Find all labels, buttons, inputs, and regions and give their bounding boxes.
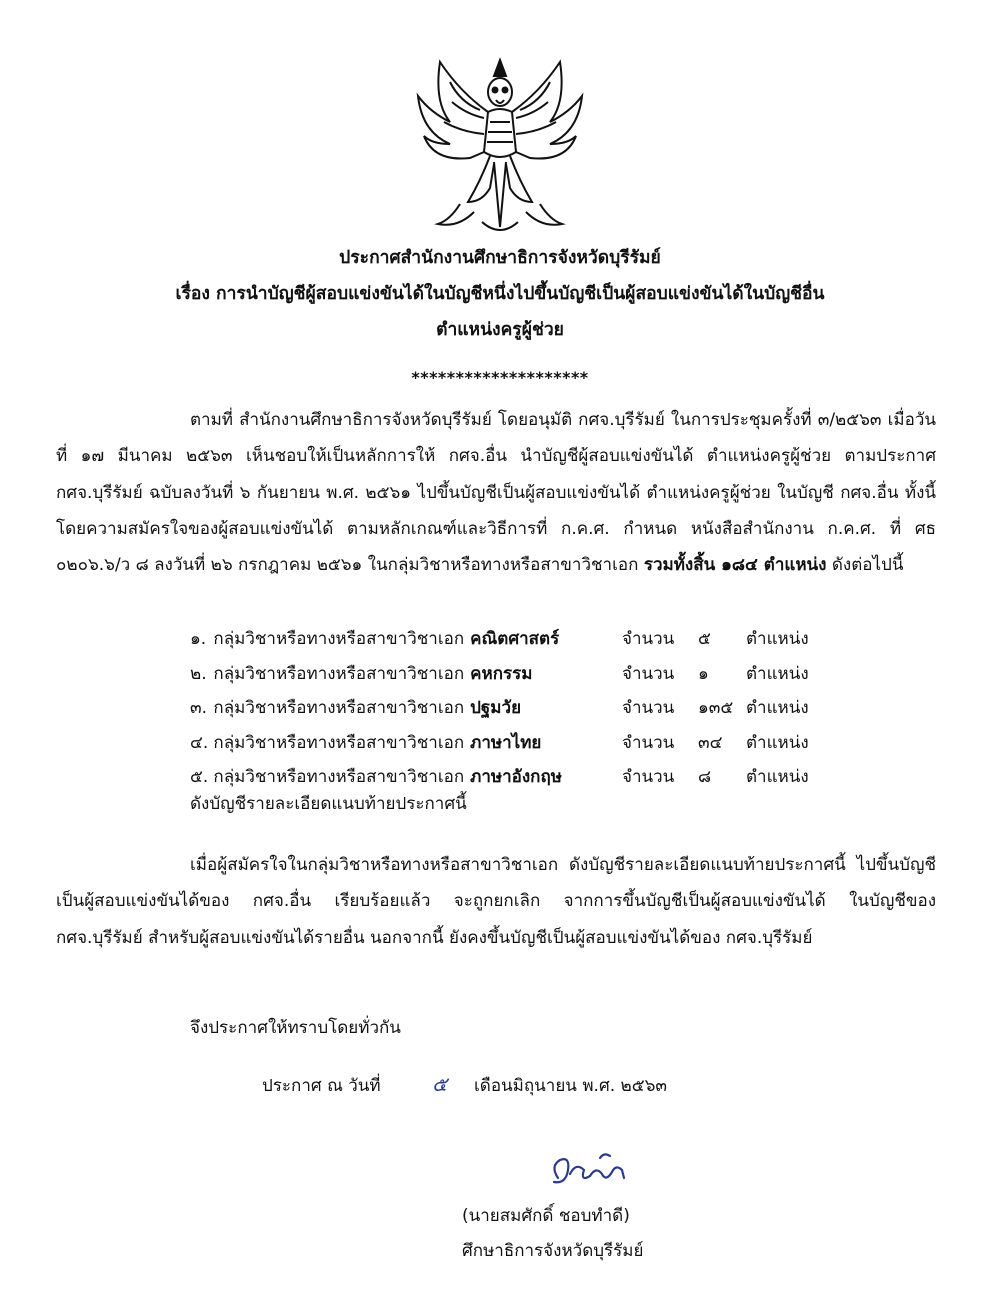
list-item-label: กลุ่มวิชาหรือทางหรือสาขาวิชาเอก — [213, 629, 465, 649]
paragraph-1-text: ตามที่ สำนักงานศึกษาธิการจังหวัดบุรีรัมย์ โดยอนุมัติ กศจ.บุรีรัมย์ ในการประชุมครั้งที่ ๓/๒๕๖๓ เมื่อวันที่ ๑๗ มีนาคม ๒๕๖๓ เห็นชอบให้เป็นหลักการให้ กศจ.อื่น นำบัญชีผู้สอบแข่งขันได้ ตำแหน่งครูผู้ช่วย ตามประกาศ กศจ.บุรีรัมย์ ฉบับลงวันที่ ๖ กันยายน พ.ศ. ๒๕๖๑ ไปขึ้นบัญชีเป็นผู้สอบแข่งขันได้ ตำแหน่งครูผู้ช่วย ในบัญชี กศจ.อื่น ทั้งนี้ โดยความสมัครใจของผู้สอบแข่งขันได้ ตามหลักเกณฑ์และวิธีการที่ ก.ค.ศ. กำหนด หนังสือสำนักงาน ก.ค.ศ. ที่ ศธ ๐๒๐๖.๖/ว ๘ ลงวันที่ ๒๖ กรกฎาคม ๒๕๖๑ ในกลุ่มวิชาหรือทางหรือสาขาวิชาเอก — [56, 410, 936, 576]
paragraph-1-total: รวมทั้งสิ้น ๑๘๔ ตำแหน่ง — [643, 555, 827, 576]
list-item-count: ๕ — [698, 629, 711, 649]
paragraph-1 — [56, 402, 936, 583]
list-item-label: กลุ่มวิชาหรือทางหรือสาขาวิชาเอก — [213, 732, 465, 753]
list-item-number: ๔. — [190, 732, 209, 753]
list-item-unit: ตำแหน่ง — [746, 663, 809, 684]
list-item-number: ๕. — [190, 767, 209, 787]
dateline — [262, 1072, 862, 1099]
list-item-unit: ตำแหน่ง — [746, 732, 809, 753]
dateline-month-year: เดือนมิถุนายน พ.ศ. ๒๕๖๓ — [474, 1076, 668, 1096]
list-item-count: ๓๔ — [698, 732, 723, 753]
list-item-subject: คหกรรม — [470, 663, 533, 684]
handwritten-signature — [540, 1148, 640, 1198]
list-item-count-label: จำนวน — [622, 698, 675, 718]
list-item-unit: ตำแหน่ง — [746, 629, 809, 649]
announcement-position: ตำแหน่งครูผู้ช่วย — [436, 320, 564, 340]
list-footer: ดังบัญชีรายละเอียดแนบท้ายประกาศนี้ — [190, 794, 467, 814]
list-item-subject: ภาษาไทย — [470, 732, 542, 753]
list-item-number: ๒. — [190, 663, 207, 684]
list-item-label: กลุ่มวิชาหรือทางหรือสาขาวิชาเอก — [213, 663, 465, 684]
list-item-number: ๑. — [190, 629, 207, 649]
paragraph-1-tail: ดังต่อไปนี้ — [831, 555, 904, 576]
list-item-label: กลุ่มวิชาหรือทางหรือสาขาวิชาเอก — [213, 767, 465, 787]
list-item — [190, 691, 890, 726]
list-item-unit: ตำแหน่ง — [746, 767, 809, 787]
signer-title: ศึกษาธิการจังหวัดบุรีรัมย์ — [462, 1241, 644, 1261]
list-item-count: ๑ — [698, 663, 709, 684]
list-item-label: กลุ่มวิชาหรือทางหรือสาขาวิชาเอก — [213, 698, 465, 718]
list-item-count-label: จำนวน — [622, 767, 675, 787]
closing-notice: จึงประกาศให้ทราบโดยทั่วกัน — [190, 1018, 401, 1038]
list-item — [190, 657, 890, 692]
signer-name: (นายสมศักดิ์ ชอบทำดี) — [462, 1206, 630, 1226]
list-item — [190, 622, 890, 657]
dateline-day: ๕ — [432, 1072, 448, 1096]
announcement-subject: เรื่อง การนำบัญชีผู้สอบแข่งขันได้ในบัญชีหนึ่งไปขึ้นบัญชีเป็นผู้สอบแข่งขันได้ในบัญชีอื่น — [175, 284, 825, 304]
announcement-title-block — [0, 240, 1000, 348]
list-item — [190, 726, 890, 761]
paragraph-2: เมื่อผู้สมัครใจในกลุ่มวิชาหรือทางหรือสาขาวิชาเอก ดังบัญชีรายละเอียดแนบท้ายประกาศนี้ ไปขึ้นบัญชีเป็นผู้สอบแข่งขันได้ของ กศจ.อื่น เรียบร้อยแล้ว จะถูกยกเลิก จากการขึ้นบัญชีเป็นผู้สอบแข่งขันได้ ในบัญชีของ กศจ.บุรีรัมย์ สำหรับผู้สอบแข่งขันได้รายอื่น นอกจากนี้ ยังคงขึ้นบัญชีเป็นผู้สอบแข่งขันได้ของ กศจ.บุรีรัมย์ — [56, 855, 936, 948]
list-item-count-label: จำนวน — [622, 732, 675, 753]
list-item-count: ๑๓๕ — [698, 698, 734, 718]
announcement-title: ประกาศสำนักงานศึกษาธิการจังหวัดบุรีรัมย์ — [339, 248, 661, 268]
list-item-subject: ปฐมวัย — [470, 698, 522, 718]
separator-stars: ******************** — [411, 368, 589, 387]
list-item-count: ๘ — [698, 767, 712, 787]
subject-list — [190, 622, 890, 795]
list-item-number: ๓. — [190, 698, 208, 718]
list-item-count-label: จำนวน — [622, 663, 675, 684]
list-item-count-label: จำนวน — [622, 629, 675, 649]
list-item-subject: ภาษาอังกฤษ — [470, 767, 562, 787]
garuda-emblem-icon — [410, 52, 590, 240]
dateline-prefix: ประกาศ ณ วันที่ — [262, 1076, 381, 1096]
list-item-unit: ตำแหน่ง — [746, 698, 809, 718]
list-item-subject: คณิตศาสตร์ — [470, 629, 560, 649]
